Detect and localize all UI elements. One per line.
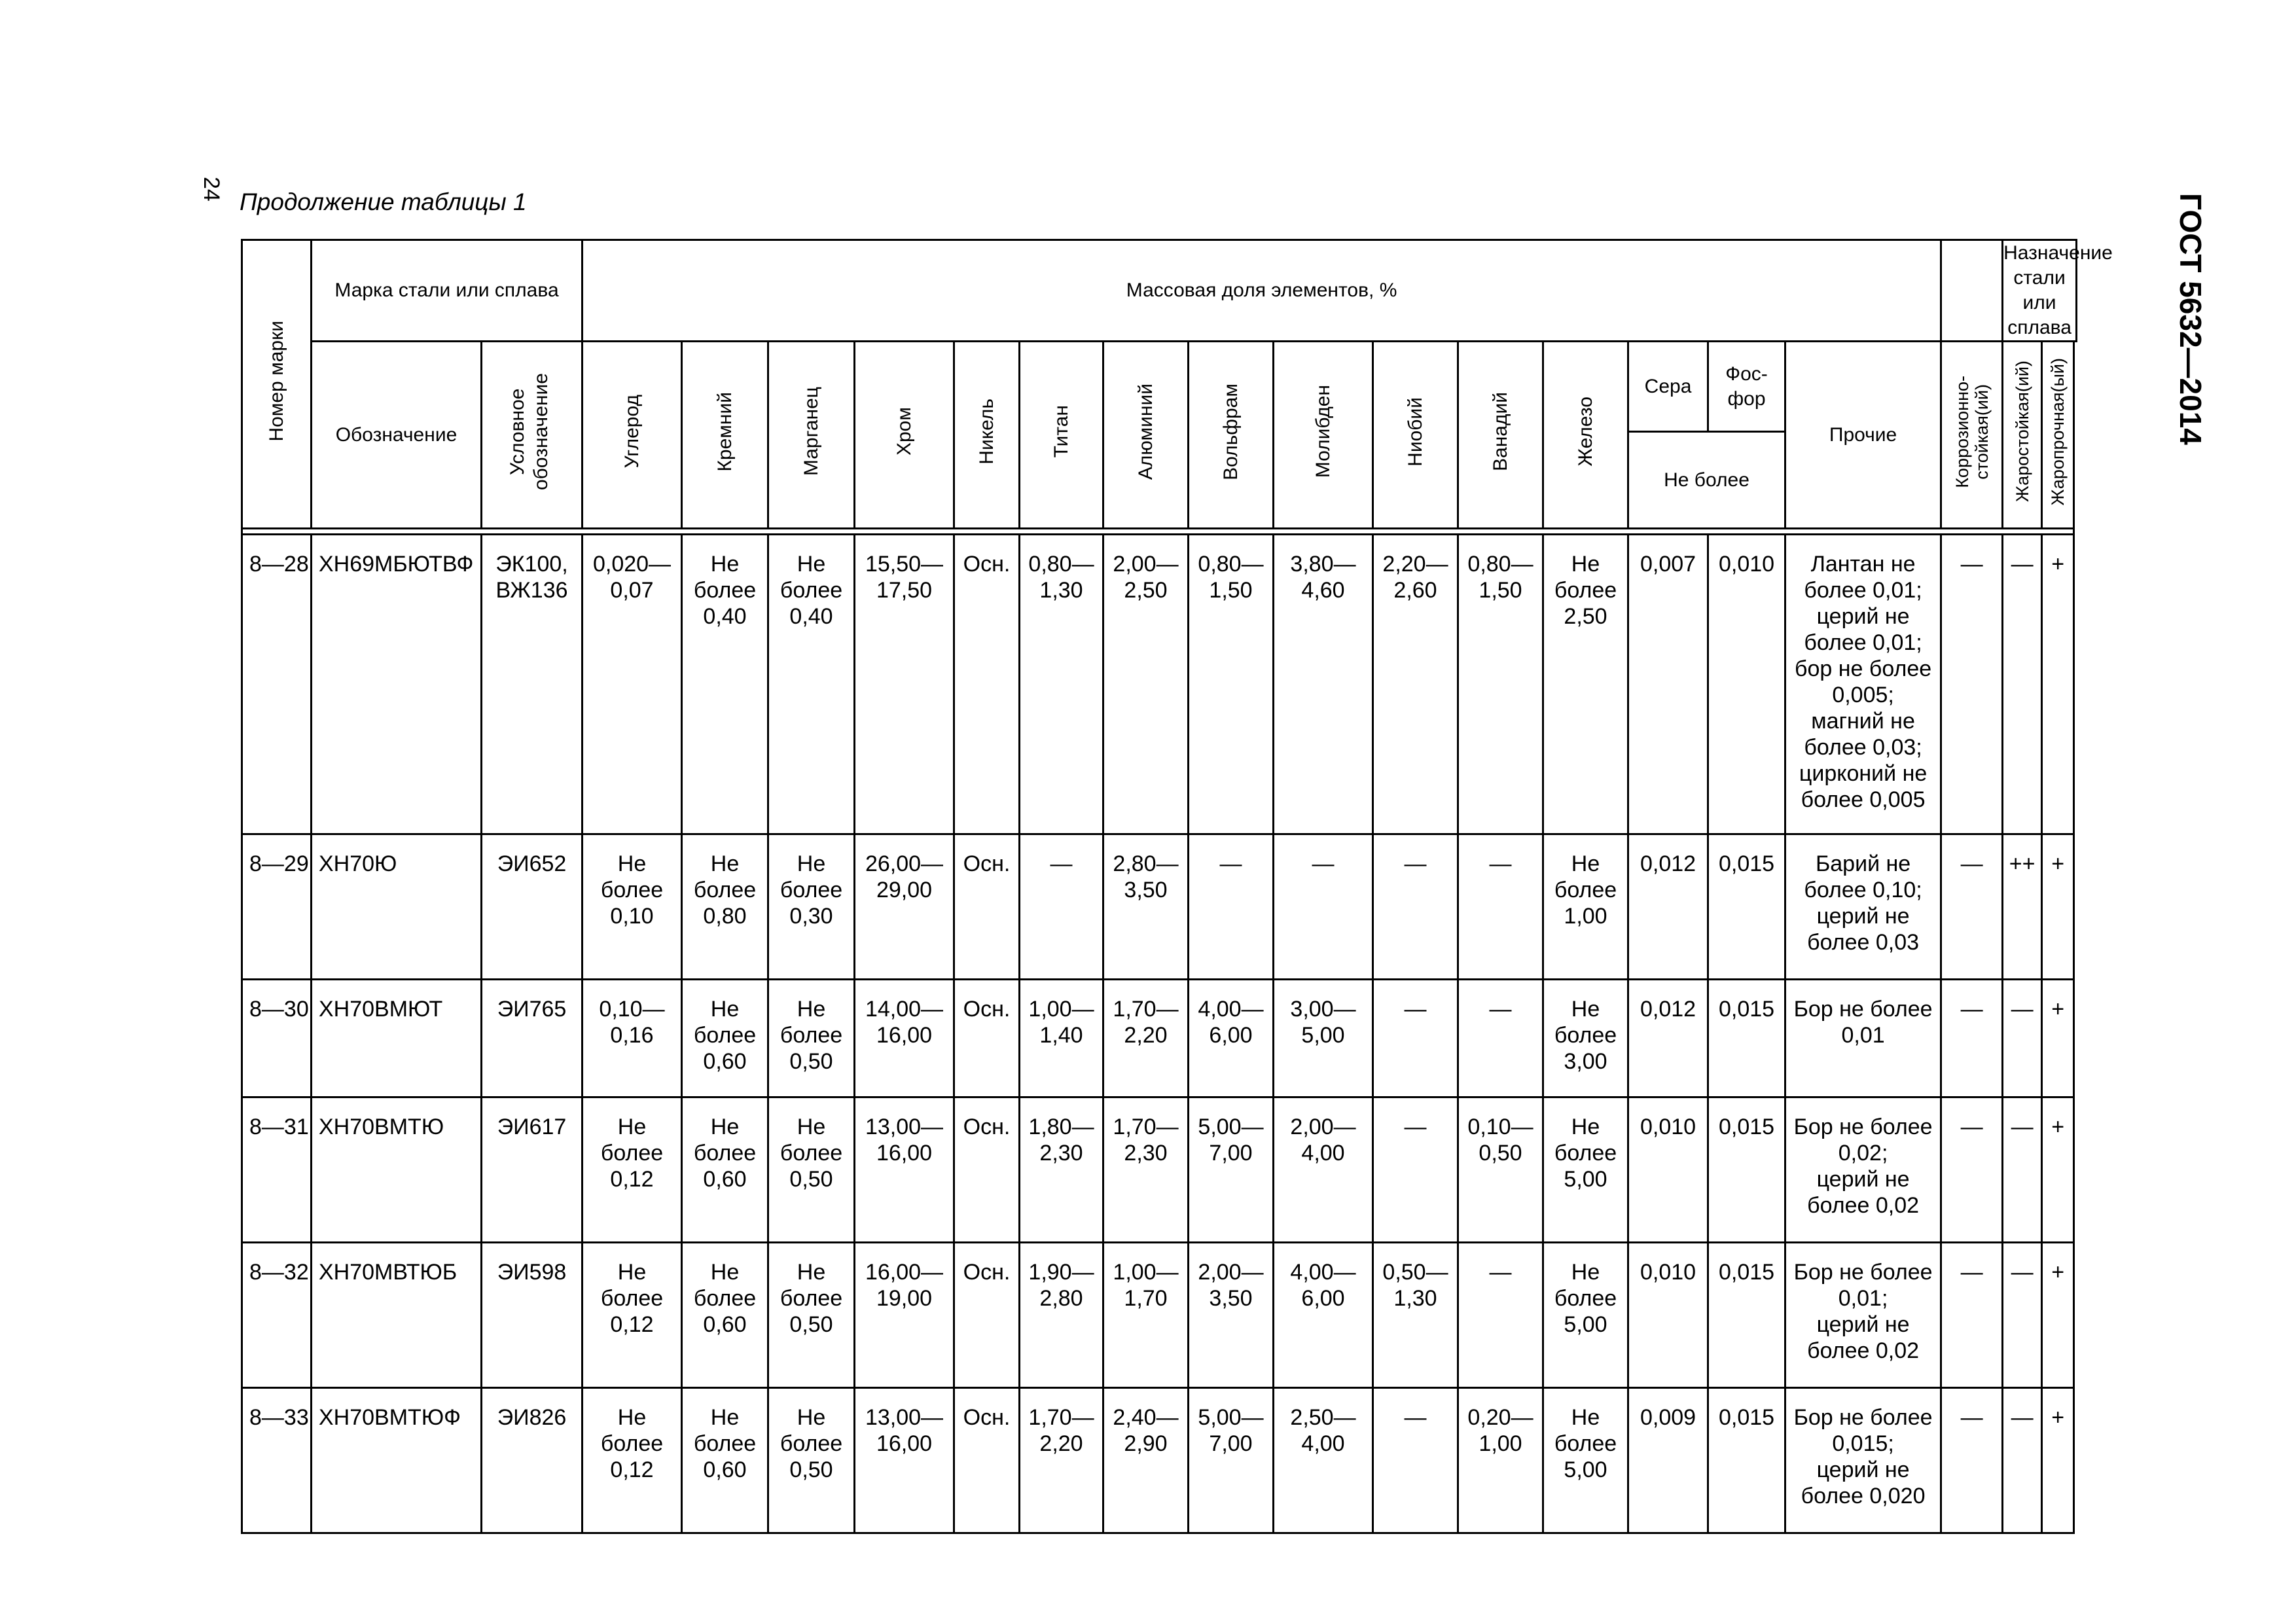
cell-niobium: 0,50— 1,30 (1373, 1243, 1458, 1388)
header-code-label: Условное обозначение (506, 373, 552, 490)
cell-designation: ХН70ВМТЮФ (312, 1388, 482, 1533)
header-titanium-label: Титан (1050, 405, 1072, 458)
cell-code: ЭИ765 (482, 980, 583, 1097)
cell-nickel: Осн. (954, 1097, 1020, 1243)
header-chromium (855, 342, 954, 529)
cell-silicon: Не более 0,80 (682, 834, 768, 980)
header-heat-resistant (2003, 342, 2042, 529)
header-grade: Марка стали или сплава (312, 240, 583, 342)
cell-silicon: Не более 0,60 (682, 1097, 768, 1243)
header-phosphorus: Фос- фор (1708, 342, 1785, 432)
cell-carbon: Не более 0,10 (583, 834, 682, 980)
cell-molybdenum: — (1274, 834, 1373, 980)
cell-other: Бор не более 0,015; церий не более 0,020 (1785, 1388, 1941, 1533)
table-row (242, 535, 2077, 834)
cell-mark-number: 8—28 (242, 535, 312, 834)
header-nickel-label: Никель (975, 399, 997, 465)
cell-tungsten: 0,80— 1,50 (1189, 535, 1274, 834)
table-row (242, 834, 2077, 980)
cell-tungsten: 2,00— 3,50 (1189, 1243, 1274, 1388)
cell-sulfur: 0,012 (1628, 834, 1708, 980)
header-tungsten (1189, 342, 1274, 529)
cell-chromium: 16,00— 19,00 (855, 1243, 954, 1388)
header-manganese-label: Марганец (800, 387, 822, 476)
cell-sulfur: 0,010 (1628, 1097, 1708, 1243)
header-code (482, 342, 583, 529)
table-row (242, 1097, 2077, 1243)
cell-niobium: — (1373, 1388, 1458, 1533)
cell-phosphorus: 0,015 (1708, 1097, 1785, 1243)
cell-carbon: 0,10— 0,16 (583, 980, 682, 1097)
cell-corrosion-mark: — (1941, 980, 2003, 1097)
page-number: 24 (199, 177, 224, 202)
cell-niobium: — (1373, 834, 1458, 980)
cell-other: Лантан не более 0,01; церий не более 0,01; бор не более 0,005; магний не более 0,03; цирконий не более 0,005 (1785, 535, 1941, 834)
cell-niobium: — (1373, 980, 1458, 1097)
cell-iron: Не более 1,00 (1543, 834, 1628, 980)
table-row (242, 1388, 2077, 1533)
cell-heat-resistant-mark: — (2003, 1388, 2042, 1533)
composition-table (241, 239, 2113, 1534)
header-other-spacer (1941, 240, 2003, 342)
cell-niobium: — (1373, 1097, 1458, 1243)
cell-designation: ХН70Ю (312, 834, 482, 980)
header-molybdenum-label: Молибден (1312, 385, 1334, 478)
cell-code: ЭК100, ВЖ136 (482, 535, 583, 834)
cell-corrosion-mark: — (1941, 1243, 2003, 1388)
header-sulfur: Сера (1628, 342, 1708, 432)
cell-titanium: 1,70— 2,20 (1020, 1388, 1103, 1533)
cell-code: ЭИ617 (482, 1097, 583, 1243)
cell-heat-resistant-mark: — (2003, 1243, 2042, 1388)
cell-manganese: Не более 0,50 (768, 980, 855, 1097)
cell-sulfur: 0,010 (1628, 1243, 1708, 1388)
cell-heat-strength-mark: + (2042, 1388, 2074, 1533)
cell-vanadium: 0,10— 0,50 (1458, 1097, 1543, 1243)
header-vanadium-label: Ванадий (1489, 392, 1511, 471)
cell-mark-number: 8—30 (242, 980, 312, 1097)
cell-titanium: 1,80— 2,30 (1020, 1097, 1103, 1243)
cell-designation: ХН69МБЮТВФ (312, 535, 482, 834)
cell-molybdenum: 2,50— 4,00 (1274, 1388, 1373, 1533)
cell-aluminum: 1,70— 2,20 (1103, 980, 1189, 1097)
cell-heat-strength-mark: + (2042, 1243, 2074, 1388)
header-carbon-label: Углерод (620, 395, 643, 469)
cell-tungsten: — (1189, 834, 1274, 980)
cell-carbon: Не более 0,12 (583, 1243, 682, 1388)
cell-phosphorus: 0,015 (1708, 1388, 1785, 1533)
cell-carbon: 0,020— 0,07 (583, 535, 682, 834)
cell-other: Бор не более 0,01; церий не более 0,02 (1785, 1243, 1941, 1388)
cell-code: ЭИ598 (482, 1243, 583, 1388)
header-vanadium (1458, 342, 1543, 529)
header-heat-strength-label: Жаропрочная(ый) (2048, 357, 2068, 506)
cell-tungsten: 4,00— 6,00 (1189, 980, 1274, 1097)
cell-phosphorus: 0,015 (1708, 1243, 1785, 1388)
header-mass-fraction: Массовая доля элементов, % (583, 240, 1941, 342)
header-niobium (1373, 342, 1458, 529)
cell-nickel: Осн. (954, 535, 1020, 834)
cell-silicon: Не более 0,60 (682, 980, 768, 1097)
cell-niobium: 2,20— 2,60 (1373, 535, 1458, 834)
cell-corrosion-mark: — (1941, 1388, 2003, 1533)
header-mark-number-label: Номер марки (265, 320, 287, 442)
cell-heat-resistant-mark: — (2003, 535, 2042, 834)
cell-manganese: Не более 0,50 (768, 1097, 855, 1243)
cell-vanadium: 0,20— 1,00 (1458, 1388, 1543, 1533)
cell-heat-strength-mark: + (2042, 980, 2074, 1097)
cell-nickel: Осн. (954, 834, 1020, 980)
cell-other: Барий не более 0,10; церий не более 0,03 (1785, 834, 1941, 980)
cell-iron: Не более 2,50 (1543, 535, 1628, 834)
cell-heat-resistant-mark: — (2003, 1097, 2042, 1243)
table-continuation-caption: Продолжение таблицы 1 (240, 188, 527, 215)
cell-aluminum: 2,00— 2,50 (1103, 535, 1189, 834)
cell-phosphorus: 0,015 (1708, 980, 1785, 1097)
header-molybdenum (1274, 342, 1373, 529)
cell-heat-resistant-mark: ++ (2003, 834, 2042, 980)
cell-silicon: Не более 0,40 (682, 535, 768, 834)
cell-chromium: 14,00— 16,00 (855, 980, 954, 1097)
header-silicon-label: Кремний (713, 391, 736, 472)
cell-molybdenum: 3,80— 4,60 (1274, 535, 1373, 834)
cell-vanadium: 0,80— 1,50 (1458, 535, 1543, 834)
cell-chromium: 15,50— 17,50 (855, 535, 954, 834)
cell-iron: Не более 5,00 (1543, 1097, 1628, 1243)
header-purpose: Назначение стали или сплава (2003, 240, 2077, 342)
header-designation: Обозначение (312, 342, 482, 529)
cell-titanium: 1,90— 2,80 (1020, 1243, 1103, 1388)
cell-sulfur: 0,012 (1628, 980, 1708, 1097)
header-aluminum-label: Алюминий (1134, 383, 1157, 480)
header-other: Прочие (1785, 342, 1941, 529)
cell-phosphorus: 0,010 (1708, 535, 1785, 834)
table-row (242, 1243, 2077, 1388)
cell-corrosion-mark: — (1941, 1097, 2003, 1243)
cell-mark-number: 8—31 (242, 1097, 312, 1243)
header-separator (242, 529, 2077, 535)
header-chromium-label: Хром (893, 407, 915, 456)
cell-designation: ХН70ВМЮТ (312, 980, 482, 1097)
cell-tungsten: 5,00— 7,00 (1189, 1388, 1274, 1533)
cell-vanadium: — (1458, 980, 1543, 1097)
header-manganese (768, 342, 855, 529)
cell-titanium: — (1020, 834, 1103, 980)
cell-mark-number: 8—32 (242, 1243, 312, 1388)
cell-corrosion-mark: — (1941, 535, 2003, 834)
cell-designation: ХН70МВТЮБ (312, 1243, 482, 1388)
cell-tungsten: 5,00— 7,00 (1189, 1097, 1274, 1243)
cell-chromium: 13,00— 16,00 (855, 1097, 954, 1243)
separator-cell (242, 529, 2074, 535)
cell-other: Бор не более 0,02; церий не более 0,02 (1785, 1097, 1941, 1243)
header-iron-label: Железо (1574, 397, 1596, 467)
cell-chromium: 13,00— 16,00 (855, 1388, 954, 1533)
cell-carbon: Не более 0,12 (583, 1388, 682, 1533)
cell-manganese: Не более 0,30 (768, 834, 855, 980)
cell-heat-strength-mark: + (2042, 834, 2074, 980)
header-corrosion-label: Коррозионно- стойкая(ий) (1952, 375, 1992, 488)
cell-manganese: Не более 0,40 (768, 535, 855, 834)
cell-nickel: Осн. (954, 980, 1020, 1097)
cell-sulfur: 0,009 (1628, 1388, 1708, 1533)
cell-manganese: Не более 0,50 (768, 1243, 855, 1388)
cell-carbon: Не более 0,12 (583, 1097, 682, 1243)
cell-designation: ХН70ВМТЮ (312, 1097, 482, 1243)
header-niobium-label: Ниобий (1404, 397, 1426, 467)
header-not-more: Не более (1628, 432, 1785, 529)
header-titanium (1020, 342, 1103, 529)
header-silicon (682, 342, 768, 529)
cell-manganese: Не более 0,50 (768, 1388, 855, 1533)
cell-phosphorus: 0,015 (1708, 834, 1785, 980)
cell-iron: Не более 3,00 (1543, 980, 1628, 1097)
cell-code: ЭИ652 (482, 834, 583, 980)
cell-other: Бор не более 0,01 (1785, 980, 1941, 1097)
cell-silicon: Не более 0,60 (682, 1388, 768, 1533)
cell-aluminum: 2,40— 2,90 (1103, 1388, 1189, 1533)
cell-mark-number: 8—33 (242, 1388, 312, 1533)
header-mark-number (242, 240, 312, 529)
cell-aluminum: 1,00— 1,70 (1103, 1243, 1189, 1388)
cell-aluminum: 2,80— 3,50 (1103, 834, 1189, 980)
cell-chromium: 26,00— 29,00 (855, 834, 954, 980)
cell-vanadium: — (1458, 1243, 1543, 1388)
cell-corrosion-mark: — (1941, 834, 2003, 980)
cell-iron: Не более 5,00 (1543, 1388, 1628, 1533)
header-iron (1543, 342, 1628, 529)
cell-code: ЭИ826 (482, 1388, 583, 1533)
cell-titanium: 0,80— 1,30 (1020, 535, 1103, 834)
cell-sulfur: 0,007 (1628, 535, 1708, 834)
header-nickel (954, 342, 1020, 529)
header-carbon (583, 342, 682, 529)
cell-aluminum: 1,70— 2,30 (1103, 1097, 1189, 1243)
cell-nickel: Осн. (954, 1388, 1020, 1533)
header-corrosion (1941, 342, 2003, 529)
cell-mark-number: 8—29 (242, 834, 312, 980)
header-aluminum (1103, 342, 1189, 529)
cell-silicon: Не более 0,60 (682, 1243, 768, 1388)
cell-heat-resistant-mark: — (2003, 980, 2042, 1097)
header-heat-resistant-label: Жаростойкая(ий) (2012, 361, 2032, 503)
cell-molybdenum: 2,00— 4,00 (1274, 1097, 1373, 1243)
cell-iron: Не более 5,00 (1543, 1243, 1628, 1388)
cell-nickel: Осн. (954, 1243, 1020, 1388)
header-heat-strength (2042, 342, 2074, 529)
cell-titanium: 1,00— 1,40 (1020, 980, 1103, 1097)
header-tungsten-label: Вольфрам (1219, 383, 1242, 480)
cell-vanadium: — (1458, 834, 1543, 980)
table-row (242, 980, 2077, 1097)
standard-designation: ГОСТ 5632—2014 (2174, 193, 2208, 445)
cell-heat-strength-mark: + (2042, 535, 2074, 834)
cell-molybdenum: 4,00— 6,00 (1274, 1243, 1373, 1388)
cell-molybdenum: 3,00— 5,00 (1274, 980, 1373, 1097)
cell-heat-strength-mark: + (2042, 1097, 2074, 1243)
